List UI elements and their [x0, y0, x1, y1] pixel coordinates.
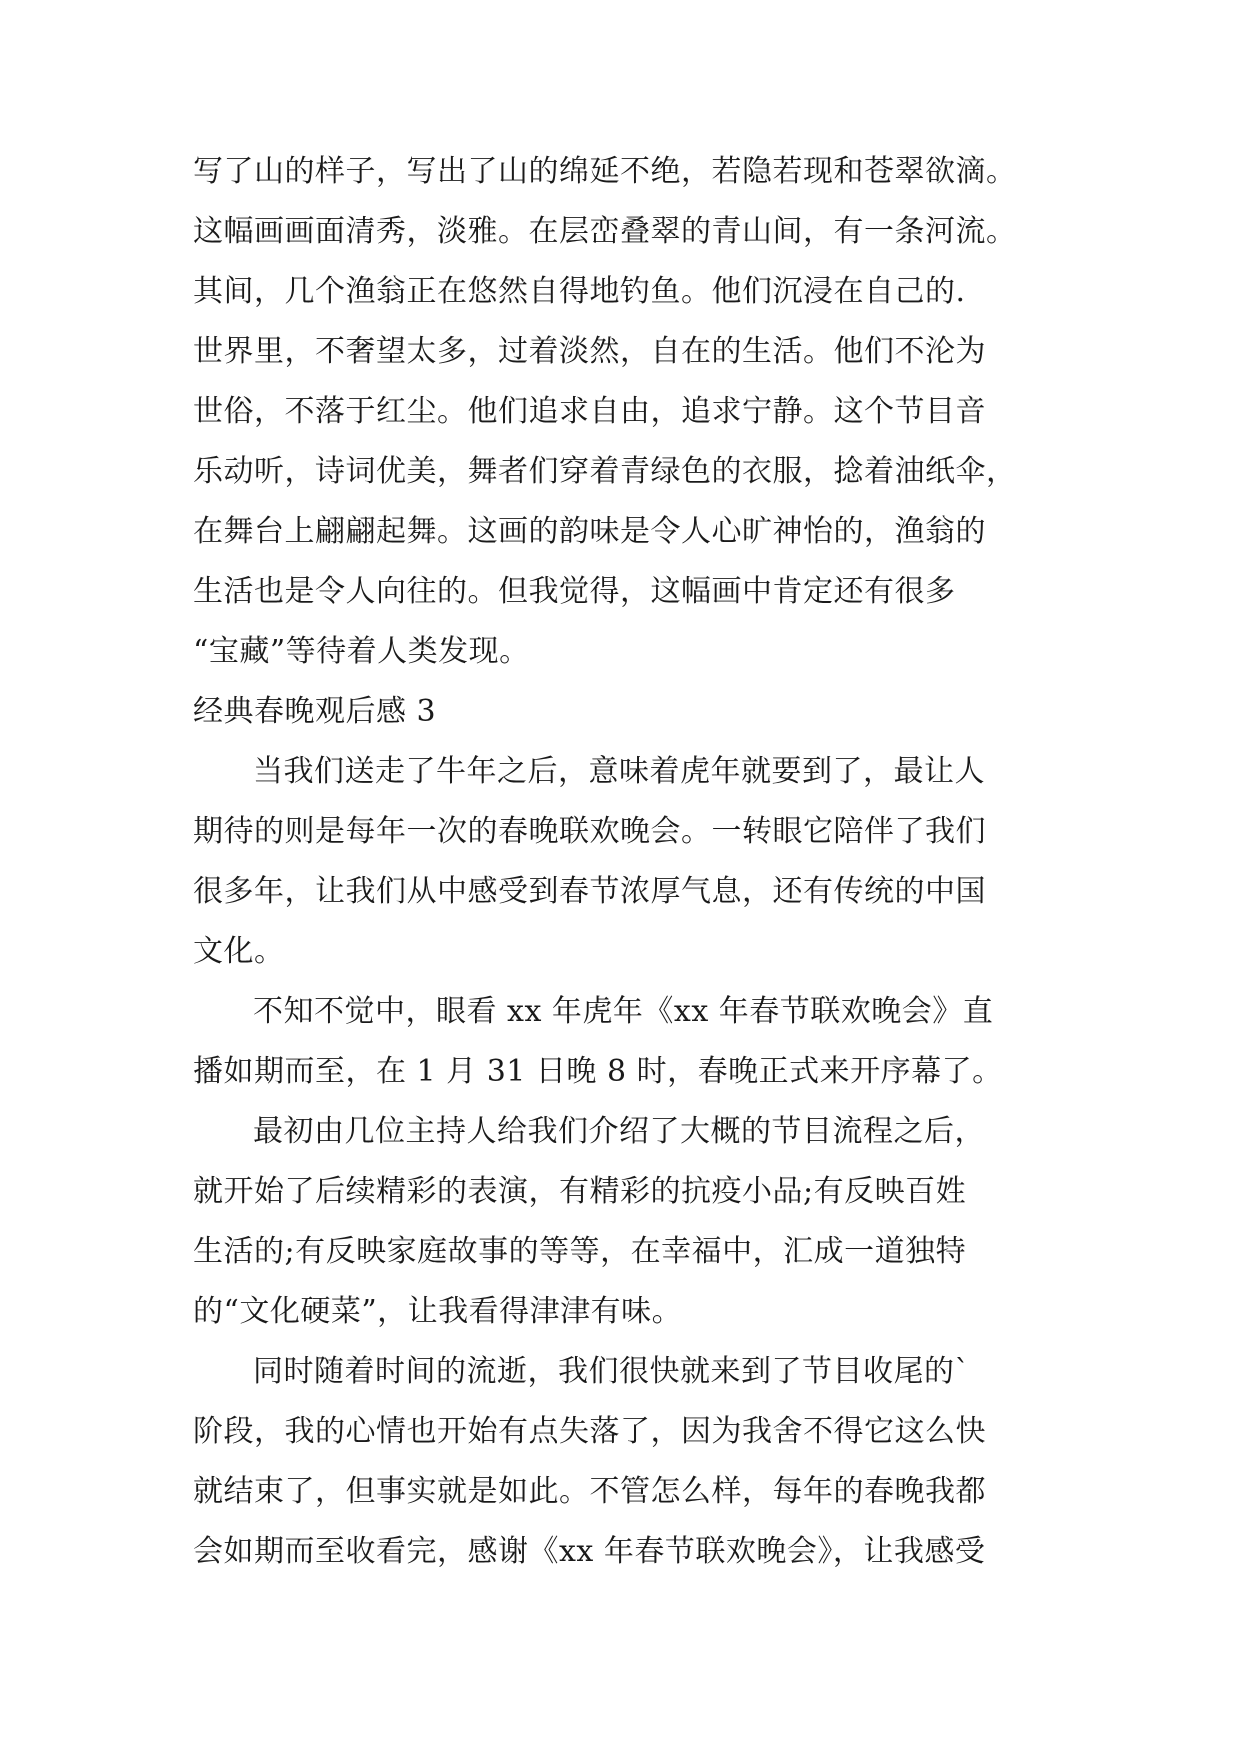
paragraph-line: “宝藏”等待着人类发现。	[193, 634, 530, 669]
paragraph-line: 会如期而至收看完，感谢《xx 年春节联欢晚会》，让我感受	[193, 1534, 986, 1569]
paragraph-line: 当我们送走了牛年之后，意味着虎年就要到了，最让人	[253, 754, 985, 789]
paragraph-line: 就开始了后续精彩的表演，有精彩的抗疫小品;有反映百姓	[193, 1174, 967, 1209]
paragraph-line: 同时随着时间的流逝，我们很快就来到了节目收尾的`	[253, 1354, 970, 1389]
paragraph-line: 文化。	[193, 934, 285, 969]
paragraph-line: 在舞台上翩翩起舞。这画的韵味是令人心旷神怡的，渔翁的	[193, 514, 986, 549]
paragraph-line: 写了山的样子，写出了山的绵延不绝，若隐若现和苍翠欲滴。	[193, 154, 1017, 189]
paragraph-line: 这幅画画面清秀，淡雅。在层峦叠翠的青山间，有一条河流。	[193, 214, 1017, 249]
paragraph-line: 就结束了，但事实就是如此。不管怎么样，每年的春晚我都	[193, 1474, 986, 1509]
paragraph-line: 很多年，让我们从中感受到春节浓厚气息，还有传统的中国	[193, 874, 986, 909]
paragraph-line: 世俗，不落于红尘。他们追求自由，追求宁静。这个节目音	[193, 394, 986, 429]
paragraph-line: 阶段，我的心情也开始有点失落了，因为我舍不得它这么快	[193, 1414, 986, 1449]
paragraph-line: 最初由几位主持人给我们介绍了大概的节目流程之后，	[253, 1114, 985, 1149]
section-heading: 经典春晚观后感 3	[193, 694, 437, 729]
paragraph-line: 生活也是令人向往的。但我觉得，这幅画中肯定还有很多	[193, 574, 956, 609]
paragraph-line: 不知不觉中，眼看 xx 年虎年《xx 年春节联欢晚会》直	[253, 994, 994, 1029]
paragraph-line: 世界里，不奢望太多，过着淡然，自在的生活。他们不沦为	[193, 334, 986, 369]
paragraph-line: 其间，几个渔翁正在悠然自得地钓鱼。他们沉浸在自己的.	[193, 274, 966, 309]
paragraph-line: 播如期而至，在 1 月 31 日晚 8 时，春晚正式来开序幕了。	[193, 1054, 1003, 1089]
paragraph-line: 乐动听，诗词优美，舞者们穿着青绿色的衣服，捻着油纸伞，	[193, 454, 1017, 489]
paragraph-line: 生活的;有反映家庭故事的等等，在幸福中，汇成一道独特	[193, 1234, 967, 1269]
paragraph-line: 期待的则是每年一次的春晚联欢晚会。一转眼它陪伴了我们	[193, 814, 986, 849]
paragraph-line: 的“文化硬菜”，让我看得津津有味。	[193, 1294, 683, 1329]
